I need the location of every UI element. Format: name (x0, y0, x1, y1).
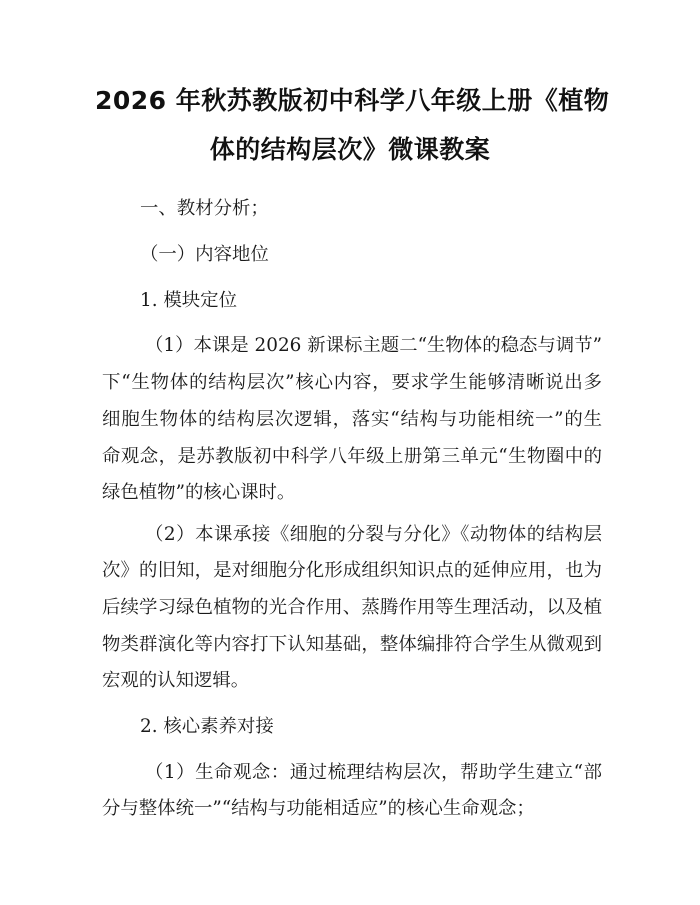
document-title-line-1: 2026 年秋苏教版初中科学八年级上册《植物 (95, 86, 610, 115)
item-heading-core-literacy: 2. 核心素养对接 (140, 716, 274, 737)
section-heading-textbook-analysis: 一、教材分析； (140, 198, 269, 219)
paragraph-3-line-2: 分与整体统一”“结构与功能相适应”的核心生命观念； (102, 798, 535, 819)
paragraph-1-line-2: 下“生物体的结构层次”核心内容，要求学生能够清晰说出多 (102, 372, 602, 393)
paragraph-2-line-2: 次》的旧知，是对细胞分化形成组织知识点的延伸应用，也为 (102, 560, 602, 581)
paragraph-3-line-1: （1）生命观念：通过梳理结构层次，帮助学生建立“部 (145, 762, 602, 783)
paragraph-2-line-3: 后续学习绿色植物的光合作用、蒸腾作用等生理活动，以及植 (102, 597, 602, 618)
paragraph-2-line-5: 宏观的认知逻辑。 (102, 670, 250, 691)
subsection-heading-content-position: （一）内容地位 (140, 244, 269, 265)
paragraph-1-line-5: 绿色植物”的核心课时。 (102, 482, 296, 503)
paragraph-2-line-1: （2）本课承接《细胞的分裂与分化》《动物体的结构层 (145, 524, 602, 545)
item-heading-module-position: 1. 模块定位 (140, 290, 237, 311)
paragraph-1-line-3: 细胞生物体的结构层次逻辑，落实“结构与功能相统一”的生 (102, 409, 602, 430)
paragraph-1-line-1: （1）本课是 2026 新课标主题二“生物体的稳态与调节” (145, 335, 602, 356)
paragraph-1-line-4: 命观念，是苏教版初中科学八年级上册第三单元“生物圈中的 (102, 446, 602, 467)
paragraph-2-line-4: 物类群演化等内容打下认知基础，整体编排符合学生从微观到 (102, 634, 602, 655)
document-title-line-2: 体的结构层次》微课教案 (209, 135, 491, 164)
